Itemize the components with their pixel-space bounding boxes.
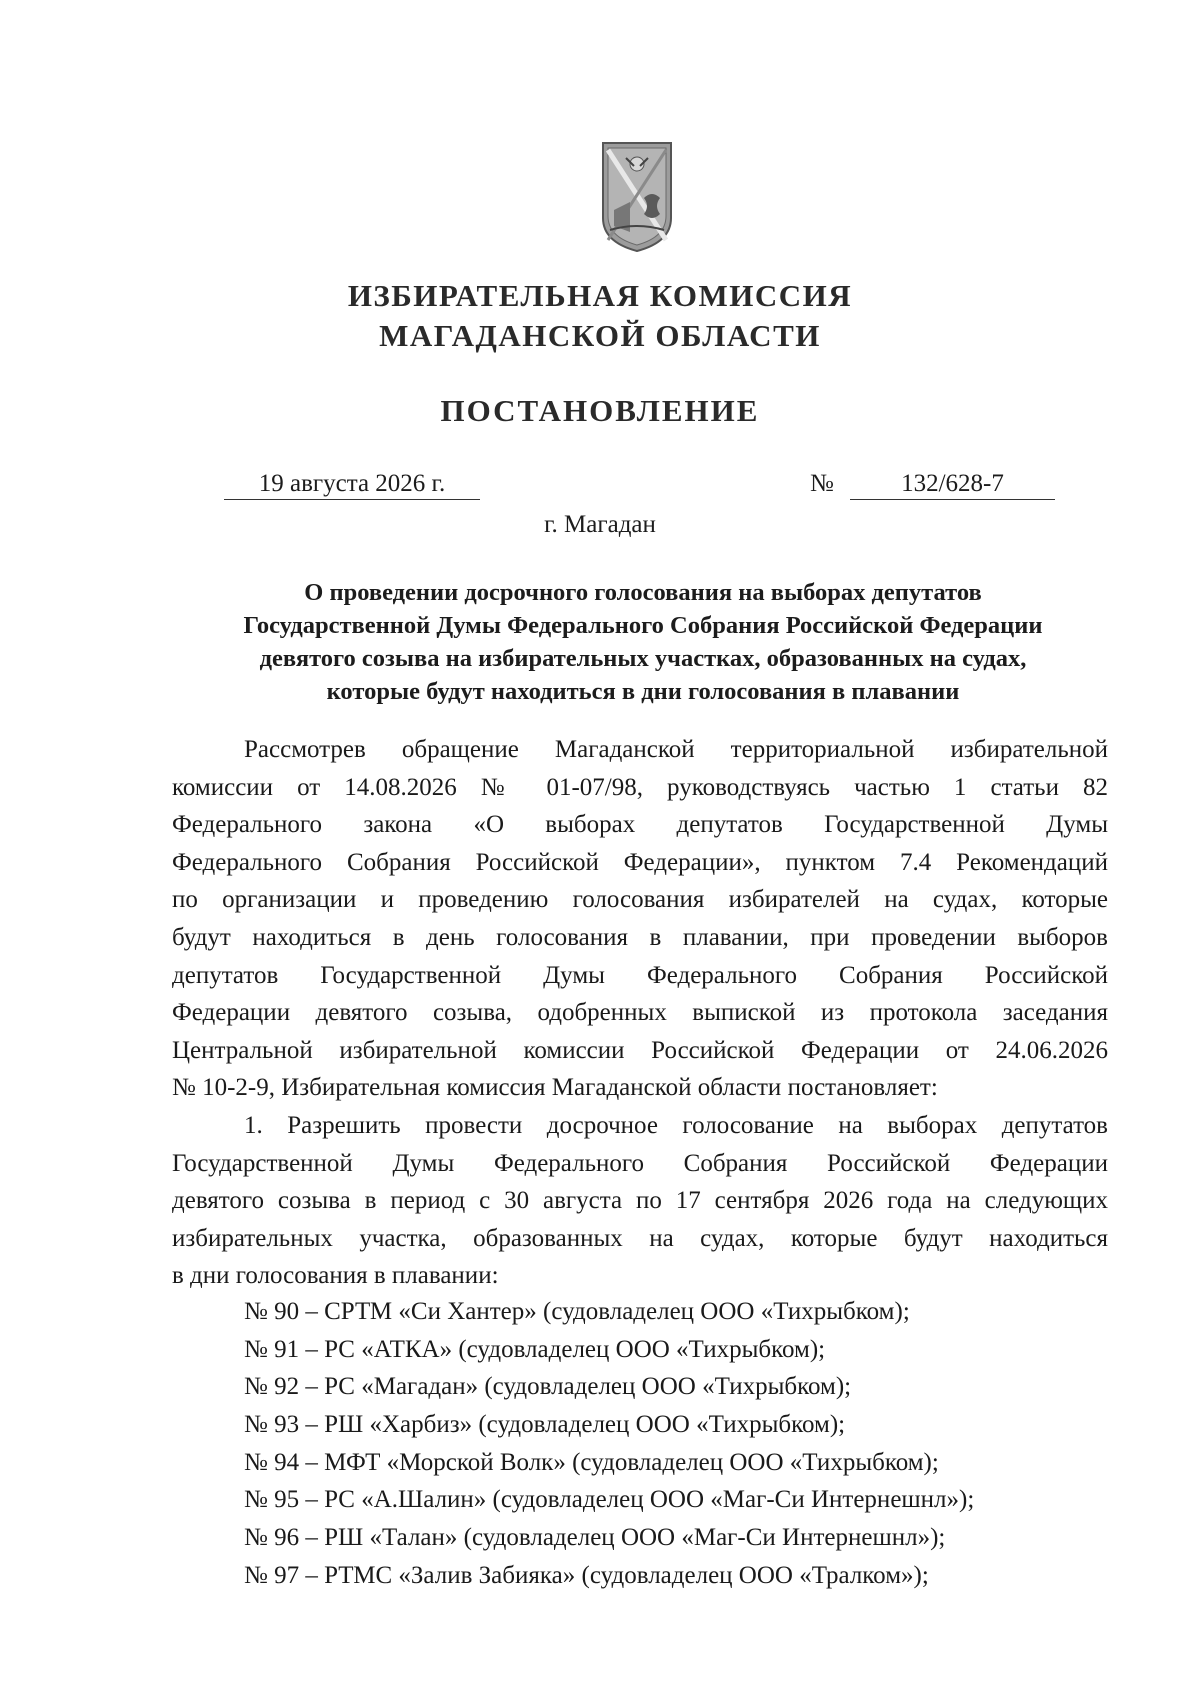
document-date: 19 августа 2026 г. <box>224 470 480 500</box>
document-body <box>172 731 1108 1295</box>
body-line: избирательных участка, образованных на судах, которые будут находиться <box>172 1224 1108 1252</box>
subject-line: Государственной Думы Федерального Собрания Российской Федерации <box>243 612 1043 639</box>
list-item: № 96 – РШ «Талан» (судовладелец ООО «Маг-Си Интернешнл»); <box>244 1524 946 1552</box>
coat-of-arms-icon <box>600 140 674 253</box>
document-number: 132/628-7 <box>850 470 1055 500</box>
body-line: Федерального Собрания Российской Федерации», пунктом 7.4 Рекомендаций <box>172 848 1108 876</box>
list-item: № 90 – СРТМ «Си Хантер» (судовладелец ООО «Тихрыбком); <box>244 1298 910 1325</box>
list-item: № 97 – РТМС «Залив Забияка» (судовладелец ООО «Тралком»); <box>244 1561 929 1589</box>
org-name-line1: ИЗБИРАТЕЛЬНАЯ КОМИССИЯ <box>347 278 853 313</box>
polling-stations-list <box>244 1293 974 1595</box>
list-item: № 94 – МФТ «Морской Волк» (судовладелец ООО «Тихрыбком); <box>244 1448 939 1476</box>
body-line: Рассмотрев обращение Магаданской территориальной избирательной <box>244 736 1108 763</box>
body-line: девятого созыва в период с 30 августа по 17 сентября 2026 года на следующих <box>172 1187 1108 1215</box>
subject-line: О проведении досрочного голосования на выборах депутатов <box>304 579 982 606</box>
document-city: г. Магадан <box>544 511 656 538</box>
body-line: депутатов Государственной Думы Федерального Собрания Российской <box>172 961 1108 989</box>
document-subject <box>170 576 1116 708</box>
list-item: № 95 – РС «А.Шалин» (судовладелец ООО «Маг-Си Интернешнл»); <box>244 1486 975 1514</box>
list-item: № 92 – РС «Магадан» (судовладелец ООО «Тихрыбком); <box>244 1373 852 1401</box>
body-line: 1. Разрешить провести досрочное голосование на выборах депутатов <box>244 1111 1108 1139</box>
body-line: комиссии от 14.08.2026 № 01-07/98, руководствуясь частью 1 статьи 82 <box>172 773 1108 801</box>
subject-line: девятого созыва на избирательных участках, образованных на судах, <box>259 645 1027 672</box>
body-line: № 10-2-9, Избирательная комиссия Магаданской области постановляет: <box>172 1074 938 1102</box>
body-line: Федерации девятого созыва, одобренных выпиской из протокола заседания <box>172 999 1108 1027</box>
number-sign: № <box>810 470 834 497</box>
body-line: по организации и проведению голосования избирателей на судах, которые <box>172 886 1108 914</box>
list-item: № 93 – РШ «Харбиз» (судовладелец ООО «Тихрыбком); <box>244 1411 846 1439</box>
body-line: в дни голосования в плавании: <box>172 1262 499 1290</box>
body-line: Федерального закона «О выборах депутатов Государственной Думы <box>172 811 1108 839</box>
body-line: Государственной Думы Федерального Собрания Российской Федерации <box>172 1149 1108 1177</box>
subject-line: которые будут находиться в дни голосования в плавании <box>326 678 960 705</box>
list-item: № 91 – РС «АТКА» (судовладелец ООО «Тихрыбком); <box>244 1335 826 1363</box>
document-type: ПОСТАНОВЛЕНИЕ <box>440 393 760 428</box>
org-name-line2: МАГАДАНСКОЙ ОБЛАСТИ <box>379 318 821 353</box>
body-line: Центральной избирательной комиссии Российской Федерации от 24.06.2026 <box>172 1036 1108 1064</box>
body-line: будут находиться в день голосования в плавании, при проведении выборов <box>172 923 1108 951</box>
